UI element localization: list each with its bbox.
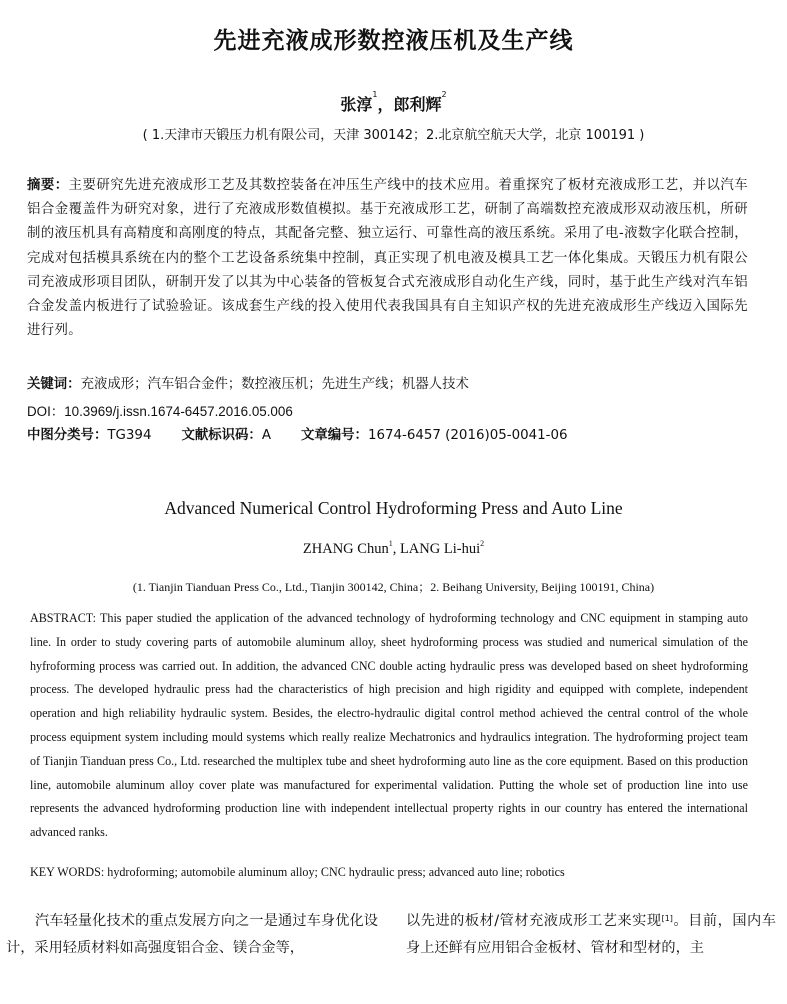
body-column-right bbox=[406, 908, 776, 962]
english-keywords-text: hydroforming; automobile aluminum alloy; CNC hydraulic press; advanced auto line; robotics bbox=[107, 865, 565, 879]
body-column-left: 汽车轻量化技术的重点发展方向之一是通过车身优化设计，采用轻质材料如高强度铝合金、镁合金等， bbox=[6, 913, 378, 956]
author-separator: , bbox=[392, 541, 400, 557]
english-authors bbox=[0, 541, 787, 558]
body-right-text-continued: 。目前，国内车身上还鲜有应用铝合金板材、管材和型材的，主 bbox=[406, 913, 776, 956]
body-right-text: 以先进的板材/管材充液成形工艺来实现 bbox=[406, 913, 662, 929]
chinese-keywords-text: 充液成形；汽车铝合金件；数控液压机；先进生产线；机器人技术 bbox=[80, 377, 469, 392]
author-affiliation-mark: 1 bbox=[388, 539, 393, 548]
chinese-authors bbox=[0, 92, 787, 115]
english-title: Advanced Numerical Control Hydroforming Press and Auto Line bbox=[164, 498, 623, 518]
document-code-value: A bbox=[261, 428, 271, 443]
english-keywords-label: KEY WORDS: bbox=[30, 865, 105, 879]
chinese-title: 先进充液成形数控液压机及生产线 bbox=[213, 28, 574, 54]
chinese-abstract bbox=[27, 174, 748, 343]
author-zhang-chun: 张淳 bbox=[340, 95, 373, 114]
chinese-keywords bbox=[27, 374, 748, 396]
doi: DOI：10.3969/j.issn.1674-6457.2016.05.006 bbox=[27, 404, 293, 419]
chinese-abstract-label: 摘要： bbox=[27, 178, 69, 193]
clc-label: 中图分类号： bbox=[27, 428, 108, 443]
english-abstract-label: ABSTRACT: bbox=[30, 611, 96, 625]
chinese-keywords-label: 关键词： bbox=[27, 377, 81, 392]
document-code-label: 文献标识码： bbox=[181, 428, 262, 443]
author-zhang-chun-en: ZHANG Chun bbox=[302, 541, 389, 557]
author-affiliation-mark: 1 bbox=[372, 90, 378, 99]
author-separator: ， bbox=[377, 95, 394, 114]
author-affiliation-mark: 2 bbox=[441, 90, 447, 99]
article-number-label: 文章编号： bbox=[300, 428, 368, 443]
author-affiliation-mark: 2 bbox=[480, 539, 485, 548]
english-keywords bbox=[30, 861, 748, 883]
english-abstract bbox=[30, 607, 748, 845]
classification-line bbox=[27, 425, 767, 447]
chinese-affiliation: ( 1.天津市天锻压力机有限公司，天津 300142；2.北京航空航天大学，北京 100191 ) bbox=[142, 128, 645, 143]
citation-reference[interactable]: [1] bbox=[661, 914, 673, 923]
chinese-abstract-text: 主要研究先进充液成形工艺及其数控装备在冲压生产线中的技术应用。着重探究了板材充液成形工艺，并以汽车铝合金覆盖件为研究对象，进行了充液成形数值模拟。基于充液成形工艺，研制了高端数控充液成形双动液压机，所研制的液压机具有高精度和高刚度的特点，其配备完整、独立运行、可靠性高的液压系统。采用了电-液数字化联合控制，完成对包括模具系统在内的整个工艺设备系统集中控制，真正实现了机电液及模具工艺一体化集成。天锻压力机有限公司充液成形项目团队，研制开发了以其为中心装备的管板复合式充液成形自动化生产线，同时，基于此生产线对汽车铝合金发盖内板进行了试验验证。该成套生产线的投入使用代表我国具有自主知识产权的先进充液成形生产线迈入国际先进行列。 bbox=[27, 178, 748, 339]
author-lang-lihui-en: LANG Li-hui bbox=[399, 541, 481, 557]
article-number-value: 1674-6457 (2016)05-0041-06 bbox=[367, 428, 568, 443]
clc-value: TG394 bbox=[107, 428, 152, 443]
english-affiliation: (1. Tianjin Tianduan Press Co., Ltd., Tianjin 300142, China；2. Beihang University, Beijing 100191, China) bbox=[132, 580, 655, 594]
english-abstract-text: This paper studied the application of the advanced technology of hydroforming technology and CNC equipment in stamping auto line. In order to study covering parts of automobile aluminum alloy, sheet hydroforming process was studied and numerical simulation of the hyfroforming process was carried out. In addition, the advanced CNC double acting hydraulic press was developed based on sheet hydroforming process. The developed hydraulic press had the characteristics of high precision and high rigidity and equipped with complete, independent operation and high reliability hydraulic system. Besides, the electro-hydraulic digital control method achieved the central control of the whole process equipment system including mould systems which really realize Mechatronics and hydraulics integration. The hydroforming project team of Tianjin Tianduan press Co., Ltd. researched the multiplex tube and sheet hydroforming auto line as the core equipment. Based on this production line, automobile aluminum alloy cover plate was manufactured for experimental validation. Putting the whole set of production line into use represents the advanced hydroforming production line with independent intellectual property rights in our country has entered the international advanced ranks. bbox=[30, 611, 748, 840]
author-lang-lihui: 郎利辉 bbox=[393, 95, 442, 114]
